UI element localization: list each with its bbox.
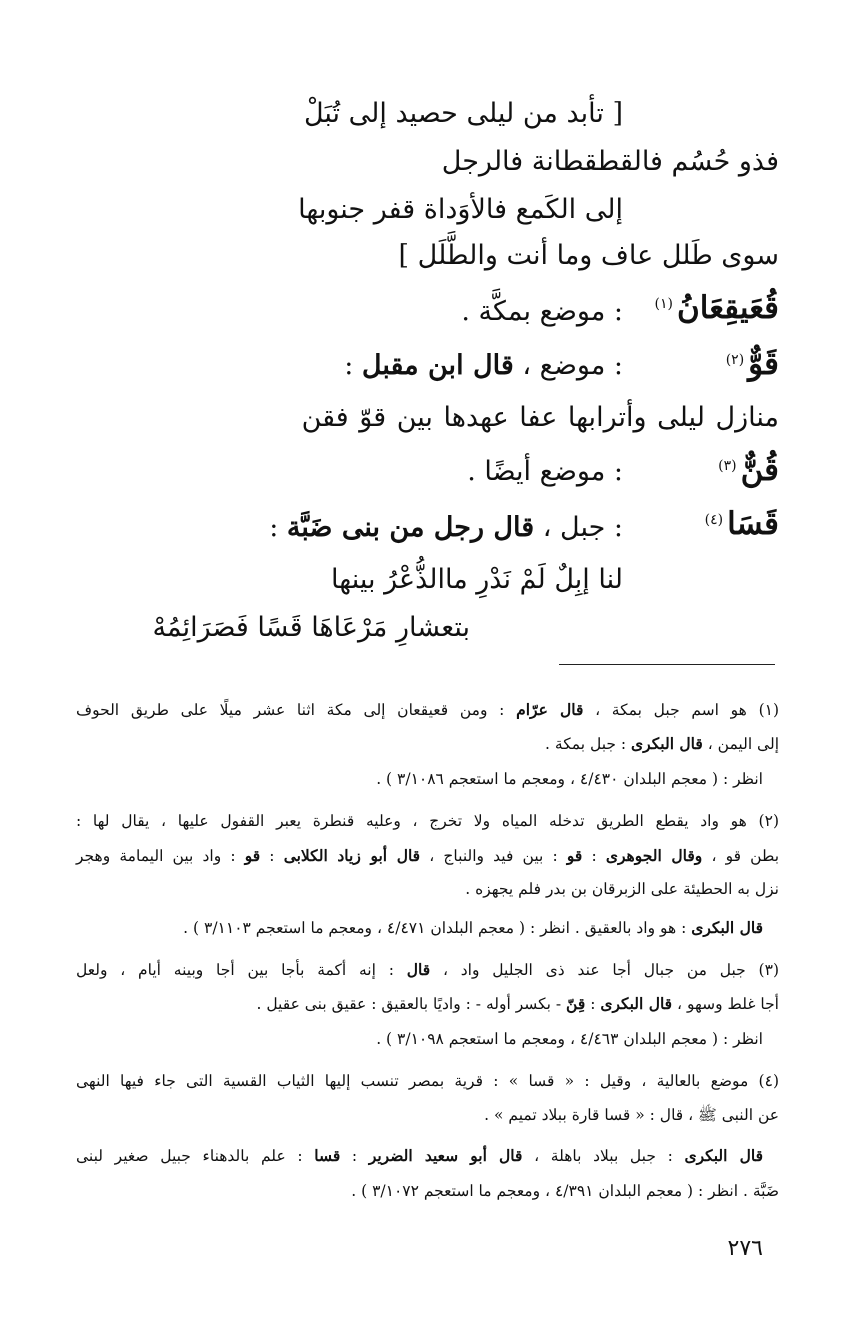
entry-headword bbox=[726, 346, 779, 383]
footnote-4-line-3: قال البكرى : جبل ببلاد باهلة ، قال أبو سعيد الضرير : قسا : علم بالدهناء جبيل صغير لبنى bbox=[76, 1146, 763, 1165]
footnote-4-line-1: (٤) موضع بالعالية ، وقيل : « قسا » : قرية بمصر تنسب إليها الثياب القسية التى جاء فيها النهى bbox=[76, 1072, 779, 1090]
footnote-2-line-2: بطن قو ، وقال الجوهرى : قو : بين فيد والنباج ، قال أبو زياد الكلابى : قو : واد بين اليمامة وهجر bbox=[76, 846, 780, 865]
verse-qasa-2: بتعشارِ مَرْعَاهَا قَسًا فَصَرَائِمُهْ bbox=[152, 612, 470, 643]
footnote-3-line-1: (٣) جبل من جبال أجا عند ذى الجليل واد ، قال : إنه أكمة بأجا بين أجا وبينه أيام ، ولعل bbox=[76, 960, 779, 979]
footnote-2-line-1: (٢) هو واد يقطع الطريق تدخله المياه ولا تخرج ، وعليه قنطرة يعبر القفول عليها ، يقال لها : bbox=[76, 812, 779, 830]
entry-definition: : موضع بمكَّة . bbox=[461, 296, 623, 327]
definition-text: : bbox=[344, 350, 362, 381]
entry-headword bbox=[705, 506, 779, 543]
poem-line-4: سوى طَلل عاف وما أنت والطَّلَل ] bbox=[398, 240, 779, 271]
definition-text: : bbox=[269, 512, 287, 543]
headword-qasa: قَسَا bbox=[727, 506, 779, 542]
page-number: ٢٧٦ bbox=[727, 1236, 763, 1261]
footnote-ref: (٢) bbox=[725, 352, 745, 368]
footnote-1-line-2: إلى اليمن ، قال البكرى : جبل بمكة . bbox=[545, 734, 779, 753]
poem-line-2: فذو حُسُم فالقطقطانة فالرجل bbox=[441, 146, 779, 177]
footnote-2-line-3: نزل به الحطيئة على الزبرقان بن بدر فلم يجهزه . bbox=[465, 880, 779, 898]
entry-definition: : موضع أيضًا . bbox=[467, 456, 623, 487]
footnote-1-line-1: (١) هو اسم جبل بمكة ، قال عرّام : ومن قعيقعان إلى مكة اثنا عشر ميلًا على طريق الحوف bbox=[76, 700, 780, 719]
verse-qaw: منازل ليلى وأترابها عفا عهدها بين قوّ فقن bbox=[301, 402, 779, 433]
headword-qun: قُنٌّ bbox=[740, 452, 779, 488]
definition-text: : جبل ، bbox=[534, 512, 623, 543]
entry-definition bbox=[344, 350, 623, 381]
entry-definition bbox=[269, 512, 623, 543]
footnote-separator bbox=[559, 664, 775, 665]
footnote-1-line-3: انظر : ( معجم البلدان ٤/٤٣٠ ، ومعجم ما استعجم ٣/١٠٨٦ ) . bbox=[376, 770, 763, 788]
definition-bold: قال ابن مقبل bbox=[361, 350, 514, 381]
poem-line-1: [ تأبد من ليلى حصيد إلى تُبَلْ bbox=[303, 98, 623, 129]
headword-qu'ayqi'an: قُعَيقِعَانُ bbox=[677, 290, 779, 326]
headword-qaw: قَوٌّ bbox=[748, 346, 779, 382]
entry-headword bbox=[718, 452, 779, 489]
footnote-ref: (٤) bbox=[704, 512, 724, 528]
footnote-ref: (٣) bbox=[718, 458, 737, 474]
footnote-4-line-2: عن النبى ﷺ ، قال : « قسا قارة ببلاد تميم » . bbox=[484, 1106, 779, 1124]
footnote-3-line-2: أجا غلط وسهو ، قال البكرى : قِنّ - بكسر أوله - : واديًا بالعقيق : عقيق بنى عقيل . bbox=[256, 994, 779, 1013]
poem-line-3: إلى الكَمع فالأوَداة قفر جنوبها bbox=[298, 194, 623, 225]
footnote-3-line-3: انظر : ( معجم البلدان ٤/٤٦٣ ، ومعجم ما استعجم ٣/١٠٩٨ ) . bbox=[376, 1030, 763, 1048]
verse-qasa-1: لنا إبِلٌ لَمْ نَدْرِ ماالذُّعْرُ بينها bbox=[331, 564, 623, 595]
entry-headword bbox=[655, 290, 779, 327]
definition-text: : موضع ، bbox=[513, 350, 623, 381]
footnote-ref: (١) bbox=[654, 296, 674, 312]
definition-bold: قال رجل من بنى ضَبَّة bbox=[286, 512, 535, 543]
footnote-4-line-4: ضَبَّة . انظر : ( معجم البلدان ٤/٣٩١ ، ومعجم ما استعجم ٣/١٠٧٢ ) . bbox=[351, 1182, 779, 1200]
footnote-2-line-4: قال البكرى : هو واد بالعقيق . انظر : ( معجم البلدان ٤/٤٧١ ، ومعجم ما استعجم ٣/١١٠٣ ) . bbox=[183, 918, 763, 937]
